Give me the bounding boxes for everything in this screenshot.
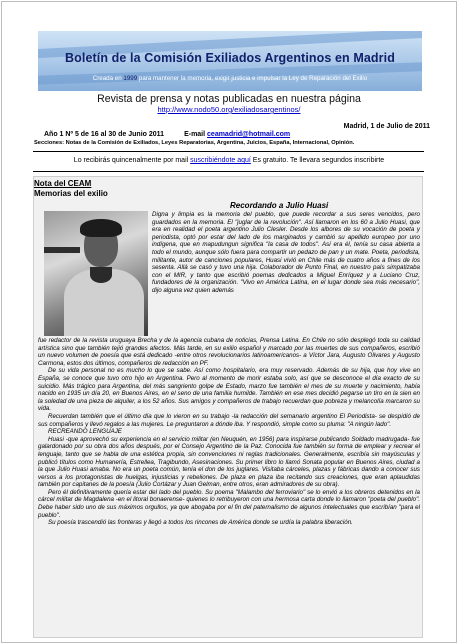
article-paragraph: Huasi -que aprovechó su experiencia en el servicio militar (en Neuquén, en 1956) para inspirarse publicando Soldado madrugada- fue galardonado por su obra dos años después, por el Consejo Argentino de la Paz. Conocida fue también su forma de emplear y recrear el lenguaje, tanto que se habla de una estética propia, sin convenciones ni reglas tradicionales. Generalmente, escribía sin mayúsculas y publicó títulos como Humanería, Estrellea, Tragibundo, Asesinaciones. Su primer libro lo llamó Sonata popular en Buenos Aires, ciudad a la que Julio Huasi amaba. No era un poeta común, tenía el don de los juglares. Visitaba cárceles, plazas y fábricas dando a conocer sus versos a los protagonistas de huelgas, injusticias y rebeliones. De plaza en plaza iba recitando sus creaciones, que eran aplaudidas también por capitanes de la poesía (Julio Cortázar y Juan Gelman, entre otros, eran admiradores de su obra). [38, 435, 420, 489]
article-paragraph: Su poesía trascendió las fronteras y llegó a todos los rincones de América donde se urdía la palabra liberación. [48, 519, 353, 527]
article-panel [33, 176, 423, 638]
email-link[interactable]: ceamadrid@hotmail.com [207, 131, 291, 138]
issue-number: Año 1 Nº 5 de 16 al 30 de Junio 2011 [44, 131, 165, 138]
issue-date: Madrid, 1 de Julio de 2011 [343, 123, 430, 130]
sections-list: Secciones: Notas de la Comisión de Exiliados, Leyes Reparatorias, Argentina, Juicios, España, Internacional, Opinión. [34, 140, 355, 146]
note-label: Nota del CEAM [34, 179, 92, 188]
subheading: RECREANDO LENGUAJE [48, 428, 122, 436]
article-paragraph: De su vida personal no es mucho lo que se sabe. Así como hospitalario, era muy reservado. Además de su hija, que hoy vive en España, se conoce que tuvo otro hijo en Argentina. Pero al momento de morir estaba solo, así que se desconoce el día exacto de su suicidio. Más trágico para Argentina, del más sangriento golpe de Estado, marzo fue también el mes de su muerte y nacimiento, había nacido en 1935 un día 20, en Buenos Aires, en el seno de una familia humilde. También en ese mes decidió pegarse un tiro en la sien en la soledad de una pieza de alquiler, a los 52 años. Sus amigos y compañeros de trabajo recuerdan que pobreza y melancolía marcaron su vida. [38, 367, 420, 413]
issue-line: Año 1 Nº 5 de 16 al 30 de Junio 2011 E-mail ceamadrid@hotmail.com [44, 131, 291, 138]
bulletin-subtitle: Creada en 1999 para mantener la memoria, exigir justicia e impulsar la Ley de Reparación del Exilio [92, 75, 368, 82]
article-body [38, 337, 420, 527]
website-link[interactable]: http://www.nodo50.org/exiliadosargentinos/ [157, 105, 301, 114]
article-paragraph: Pero él definitivamente quería estar del lado del pueblo. Su poema "Malambo del ferroviario" se lo envió a los obreros detenidos en la cárcel militar de Magdalena -en el litoral bonaerense- quienes lo retribuyeron con una hermosa carta donde lo llamaron "poeta del pueblo". Debe haber sido uno de sus máximos orgullos, ya que abogaba por el fin del paternalismo de algunos intelectuales que escribían "para el pueblo". [38, 488, 420, 519]
divider [33, 151, 424, 152]
article-title: Recordando a Julio Huasi [230, 201, 329, 210]
section-title: Memorias del exilio [34, 189, 108, 198]
article-paragraph: Digna y limpia es la memoria del pueblo, que puede recordar a sus seres vencidos, pero guardados en la memoria. El "juglar de la revolución". Así llamaron en los 60 a Julio Huasi, que era en realidad el poeta argentino Julio Clesler. Desde los albores de su vocación de poeta y periodista, optó por estar del lado de los marginados y cambió su apellido europeo por uno indígena, que en mapudungun significa "la casa de todos". Así era él, tenía su casa abierta a todo el mundo, aunque sólo fuera para compartir un pedazo de pan y un mate. Poeta, periodista, militante, autor de canciones populares, Huasi vivió en Chile más de cuatro años a fines de los sesenta. Allá se casó y tuvo una hija. Colaborador de Punto Final, en nuestro país simpatizaba con el MIR, y tanto que escribió poemas dedicados a Miguel Enríquez y a Luciano Cruz, fundadores de la organización. "Vivo en América Latina, en el lugar donde sea más necesario", dijo alguna vez quien además [152, 211, 420, 294]
revista-heading: Revista de prensa y notas publicadas en nuestra página [97, 93, 361, 105]
header-banner [38, 31, 422, 91]
article-paragraph: fue redactor de la revista uruguaya Brecha y de la agencia cubana de noticias, Prensa Latina. En Chile no sólo desplegó toda su calidad artística sino que también tejió grandes afectos. Más tarde, en su exilio español y marcado por las muertes de sus compañeros, escribió un nuevo volumen de poesía que está dedicado -entre otros revolucionarios latinoamericanos- a Víctor Jara, Augusto Olivares y Augusto Carmona, estos dos últimos, compañeros de redacción en PF. [38, 337, 420, 367]
article-paragraph: Recuerdan también que el último día que lo vieron en su trabajo -la redacción del semanario argentino El Periodista- se despidió de sus compañeros y llevó regalos a las mujeres. Le preguntaron a dónde iba. Y respondió, simple como su pluma: "A ningún lado". [38, 412, 420, 428]
author-photo [44, 211, 148, 336]
subscribe-line: Lo recibirás quincenalmente por mail suscribiéndote aquí Es gratuito. Te llevara segundos inscribirte [73, 157, 385, 164]
bulletin-title: Boletín de la Comisión Exiliados Argentinos en Madrid [65, 51, 395, 65]
subscribe-link[interactable]: suscribiéndote aquí [190, 157, 251, 164]
divider [33, 171, 424, 172]
